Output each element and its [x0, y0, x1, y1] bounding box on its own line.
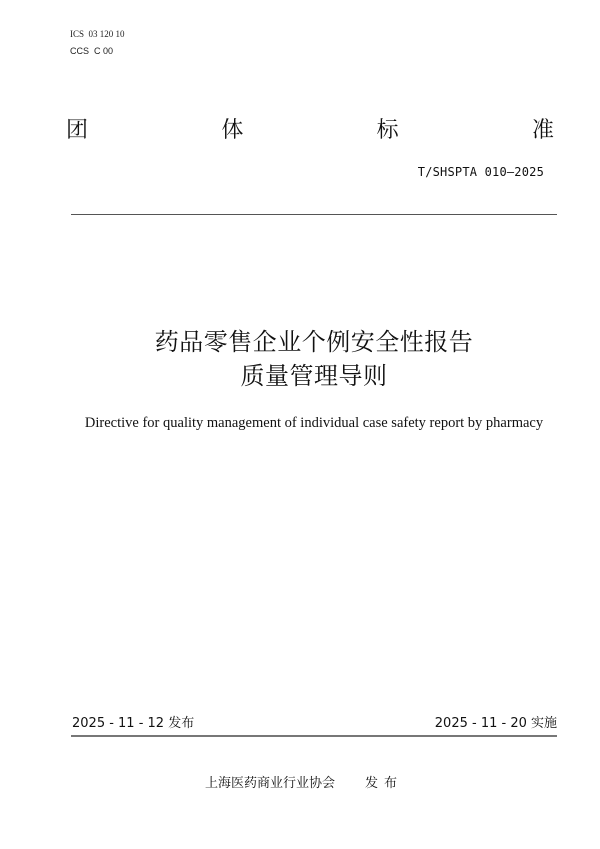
top-divider: [71, 214, 557, 215]
standard-type-char: 体: [221, 118, 244, 143]
ccs-code: CCS C 00: [70, 46, 114, 56]
bottom-divider: [71, 735, 557, 737]
publisher-action: 发布: [365, 776, 404, 791]
title-en: Directive for quality management of individual case safety report by pharmacy: [84, 415, 544, 431]
ics-code: ICS 03 120 10: [70, 29, 125, 39]
publisher-organization: 上海医药商业行业协会: [205, 776, 336, 791]
standard-type-char: 准: [531, 118, 554, 143]
title-cn-line-2: 质量管理导则: [240, 362, 388, 390]
standard-number: T/SHSPTA 010—2025: [417, 165, 544, 179]
standard-type-char: 标: [376, 118, 399, 143]
title-cn-line-1: 药品零售企业个例安全性报告: [154, 328, 474, 356]
standard-type-char: 团: [66, 118, 89, 143]
publisher-line: [205, 775, 403, 792]
standard-type-heading: [66, 117, 554, 145]
implementation-date: 2025 - 11 - 20 实施: [434, 716, 557, 731]
issue-date: 2025 - 11 - 12 发布: [72, 716, 195, 731]
